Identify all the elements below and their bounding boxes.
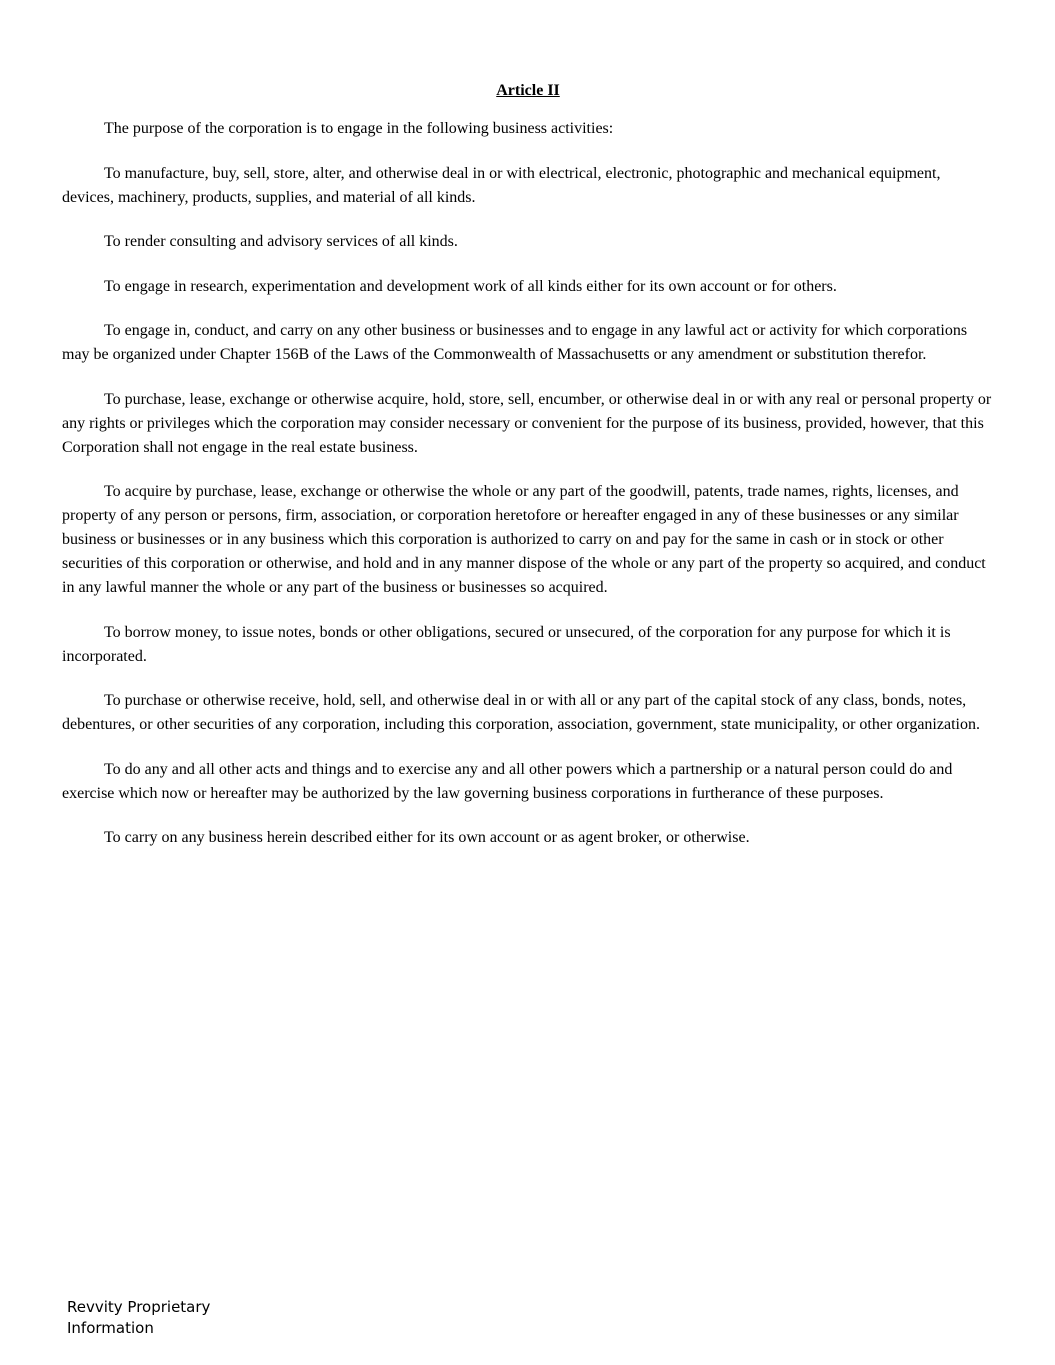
paragraph-property: To purchase, lease, exchange or otherwise acquire, hold, store, sell, encumber, or otherwise deal in or with any real or personal property or any rights or privileges which the corporation may consider necessary or convenient for the purpose of its business, provided, however, that this Corporation shall not engage in the real estate business. <box>62 390 992 456</box>
paragraph-carry-on: To carry on any business herein described either for its own account or as agent broker, or otherwise. <box>104 829 750 846</box>
paragraph-manufacture: To manufacture, buy, sell, store, alter, and otherwise deal in or with electrical, electronic, photographic and mechanical equipment, devices, machinery, products, supplies, and material of all kinds. <box>62 164 941 206</box>
paragraph-other-powers: To do any and all other acts and things and to exercise any and all other powers which a partnership or a natural person could do and exercise which now or hereafter may be authorized by the law governing business corporations in furtherance of these purposes. <box>62 760 953 802</box>
document-page <box>62 79 994 871</box>
paragraph-other-business: To engage in, conduct, and carry on any other business or businesses and to engage in any lawful act or activity for which corporations may be organized under Chapter 156B of the Laws of the Commonwealth of Massachusetts or any amendment or substitution therefor. <box>62 322 968 363</box>
footer-line-2: Information <box>67 1319 154 1337</box>
paragraph-research: To engage in research, experimentation and development work of all kinds either for its own account or for others. <box>104 277 837 295</box>
article-title: Article II <box>496 82 560 99</box>
footer-proprietary-notice <box>67 1297 247 1339</box>
paragraph-purpose-intro: The purpose of the corporation is to engage in the following business activities: <box>104 120 614 137</box>
footer-line-1: Revvity Proprietary <box>67 1298 211 1316</box>
paragraph-borrow: To borrow money, to issue notes, bonds or other obligations, secured or unsecured, of the corporation for any purpose for which it is incorporated. <box>62 623 951 665</box>
paragraph-acquire: To acquire by purchase, lease, exchange or otherwise the whole or any part of the goodwill, patents, trade names, rights, licenses, and property of any person or persons, firm, association, or corporation heretofore or hereafter engaged in any of these businesses or any similar business or businesses or in any business which this corporation is authorized to carry on and pay for the same in cash or in stock or other securities of this corporation or otherwise, and hold and in any manner dispose of the whole or any part of the property so acquired, and conduct in any lawful manner the whole or any part of the business or businesses so acquired. <box>62 483 986 596</box>
paragraph-consulting: To render consulting and advisory services of all kinds. <box>104 233 458 250</box>
paragraph-securities: To purchase or otherwise receive, hold, sell, and otherwise deal in or with all or any part of the capital stock of any class, bonds, notes, debentures, or other securities of any corporation, including this corporation, association, government, state municipality, or other organization. <box>62 692 980 733</box>
